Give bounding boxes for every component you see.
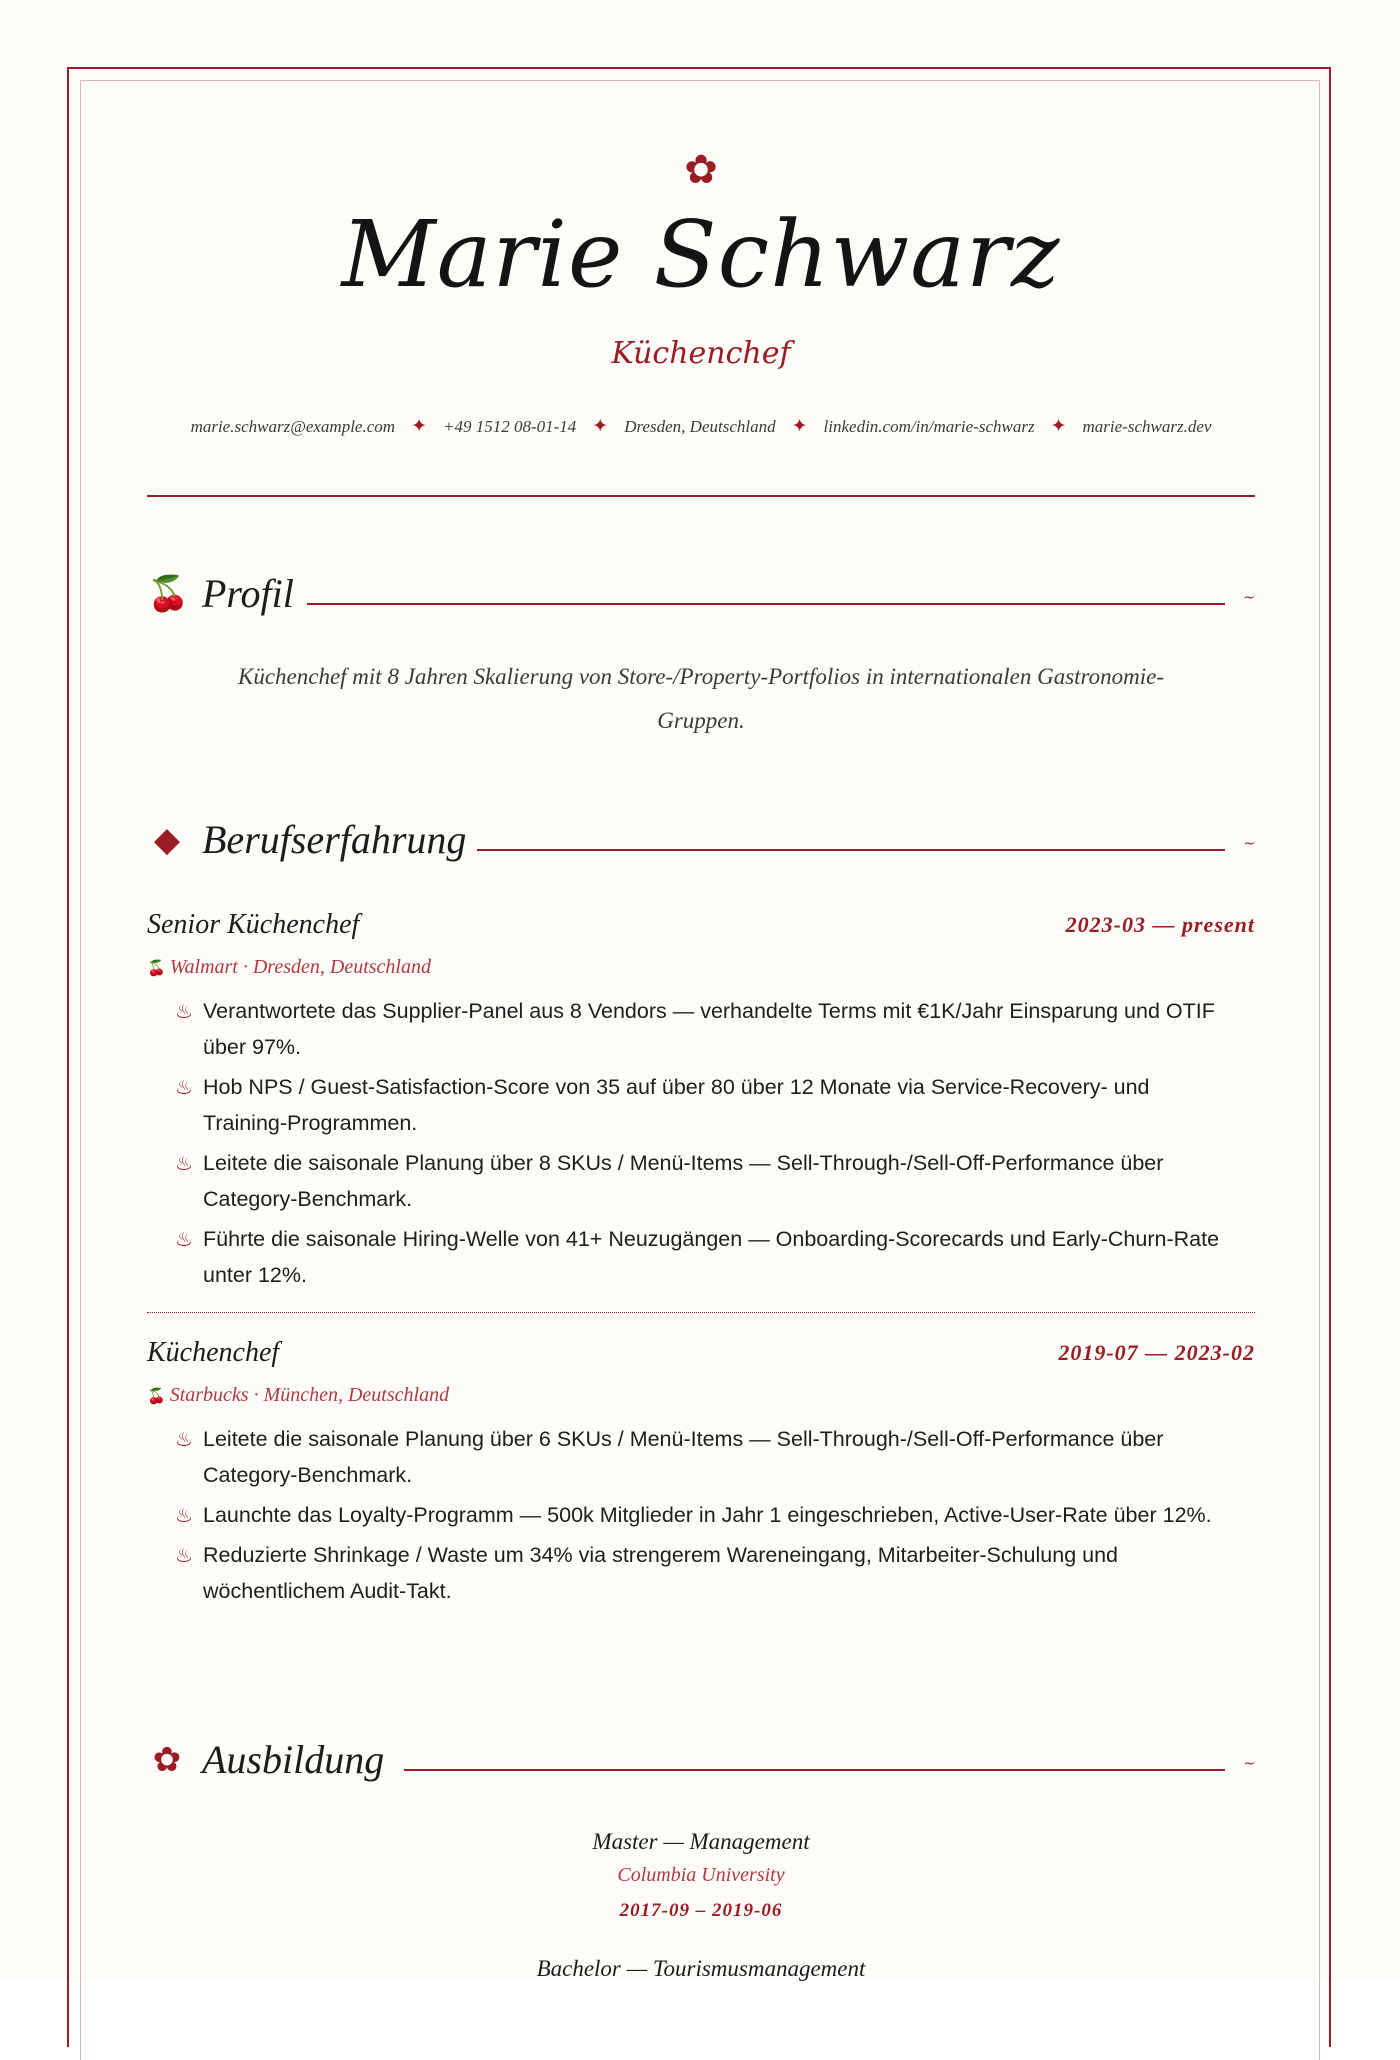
profile-summary: Küchenchef mit 8 Jahren Skalierung von Store-/Property-Portfolios in internationalen Gastronomie-Gruppen. — [237, 664, 1165, 733]
cherry-icon: 🍒 — [147, 1387, 166, 1405]
section-end-mark: ~ — [1243, 836, 1255, 852]
section-rule — [307, 603, 1225, 605]
contact-website[interactable]: marie-schwarz.dev — [1082, 417, 1212, 436]
section-profile-header — [147, 566, 1255, 626]
education-school: Columbia University — [617, 1864, 785, 1886]
list-item: ♨ Launchte das Loyalty-Programm — 500k Mitglieder in Jahr 1 eingeschrieben, Active-User-Rate über 12%. — [181, 1497, 1231, 1533]
flame-icon: ♨ — [175, 1151, 193, 1175]
list-item: ♨ Reduzierte Shrinkage / Waste um 34% via strengerem Wareneingang, Mitarbeiter-Schulung und wöchentlichem Audit-Takt. — [181, 1537, 1231, 1609]
education-dates: 2017-09 – 2019-06 — [619, 1900, 783, 1921]
list-item: ♨ Führte die saisonale Hiring-Welle von 41+ Neuzugängen — Onboarding-Scorecards und Early-Churn-Rate unter 12%. — [181, 1221, 1231, 1293]
candidate-name: Marie Schwarz — [341, 201, 1061, 308]
section-title: Ausbildung — [202, 1737, 385, 1782]
job-company-label: Starbucks · München, Deutschland — [169, 1384, 450, 1406]
contact-location: Dresden, Deutschland — [624, 417, 776, 436]
job-title: Küchenchef — [147, 1337, 280, 1368]
list-item: ♨ Verantwortete das Supplier-Panel aus 8 Vendors — verhandelte Terms mit €1K/Jahr Einsparung und OTIF über 97%. — [181, 993, 1231, 1065]
flame-icon: ♨ — [175, 999, 193, 1023]
cherry-icon: 🍒 — [147, 574, 190, 614]
list-item: ♨ Hob NPS / Guest-Satisfaction-Score von 35 auf über 80 über 12 Monate via Service-Recovery- und Training-Programmen. — [181, 1069, 1231, 1141]
section-end-mark: ~ — [1243, 590, 1255, 606]
contact-linkedin[interactable]: linkedin.com/in/marie-schwarz — [823, 417, 1035, 436]
job-dates: 2023-03 — present — [1065, 912, 1255, 937]
star-separator-icon: ✦ — [791, 415, 808, 437]
education-degree: Master — Management — [592, 1829, 810, 1854]
job-bullets — [175, 993, 1231, 1297]
list-item: ♨ Leitete die saisonale Planung über 8 SKUs / Menü-Items — Sell-Through-/Sell-Off-Performance über Category-Benchmark. — [181, 1145, 1231, 1217]
job-separator — [147, 1312, 1255, 1313]
section-title: Berufserfahrung — [202, 817, 467, 862]
candidate-role: Küchenchef — [611, 336, 791, 371]
job-title: Senior Küchenchef — [147, 909, 360, 940]
header-divider — [147, 495, 1255, 497]
contact-line — [147, 412, 1255, 441]
flame-icon: ♨ — [175, 1543, 193, 1567]
education-entry — [147, 1825, 1255, 1931]
star-separator-icon: ✦ — [592, 415, 609, 437]
cherry-icon: 🍒 — [147, 959, 166, 977]
job-company — [147, 953, 431, 982]
flower-icon: ✿ — [684, 147, 718, 193]
star-separator-icon: ✦ — [411, 415, 427, 437]
section-experience-header — [147, 812, 1255, 872]
job-company — [147, 1381, 449, 1410]
education-degree: Bachelor — Tourismusmanagement — [536, 1956, 866, 1981]
section-rule — [477, 849, 1225, 851]
section-title: Profil — [202, 571, 294, 616]
flame-icon: ♨ — [175, 1427, 193, 1451]
job-company-label: Walmart · Dresden, Deutschland — [169, 956, 431, 978]
education-entry — [147, 1952, 1255, 1986]
contact-phone[interactable]: +49 1512 08-01-14 — [442, 417, 577, 436]
job-dates: 2019-07 — 2023-02 — [1058, 1340, 1255, 1365]
diamond-icon: ◆ — [153, 820, 181, 860]
flame-icon: ♨ — [175, 1075, 193, 1099]
section-education-header — [147, 1732, 1255, 1792]
contact-email[interactable]: marie.schwarz@example.com — [190, 417, 396, 436]
section-rule — [404, 1769, 1225, 1771]
section-end-mark: ~ — [1243, 1756, 1255, 1772]
flame-icon: ♨ — [175, 1227, 193, 1251]
flame-icon: ♨ — [175, 1503, 193, 1527]
job-bullets — [175, 1421, 1231, 1613]
flower-icon: ✿ — [152, 1740, 182, 1780]
list-item: ♨ Leitete die saisonale Planung über 6 SKUs / Menü-Items — Sell-Through-/Sell-Off-Performance über Category-Benchmark. — [181, 1421, 1231, 1493]
star-separator-icon: ✦ — [1050, 415, 1067, 437]
